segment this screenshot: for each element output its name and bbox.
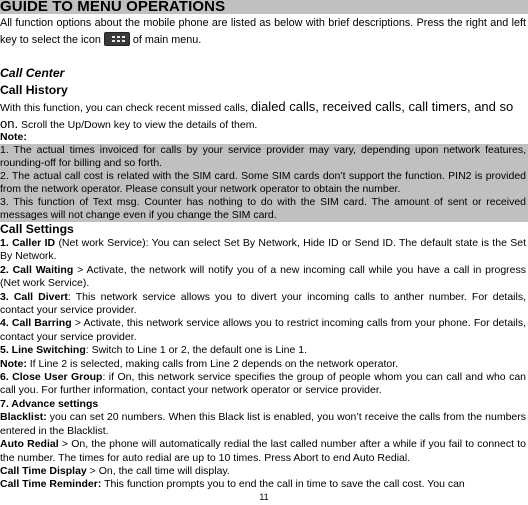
setting-text: > Activate, the network will notify you of a new incoming call while you have a call in progress (Net work Service). bbox=[0, 263, 526, 290]
page-number: 11 bbox=[259, 492, 269, 502]
note-box bbox=[0, 144, 528, 222]
setting-label: 4. Call Barring bbox=[0, 317, 72, 330]
page-title: GUIDE TO MENU OPERATIONS bbox=[0, 0, 528, 14]
setting-text: If Line 2 is selected, making calls from Line 2 depends on the network operator. bbox=[26, 357, 399, 370]
setting-label: 2. Call Waiting bbox=[0, 263, 74, 276]
setting-caller-id bbox=[0, 237, 526, 264]
note-item-3: 3. This function of Text msg. Counter has nothing to do with the SIM card. The amount of sent or received messages will not change even if you change the SIM card. bbox=[0, 196, 526, 221]
intro-text-after: of main menu. bbox=[129, 34, 202, 46]
setting-label: Call Time Reminder: bbox=[0, 478, 102, 491]
setting-text: : This network service allows you to divert your incoming calls to anther number. For details, contact your service provider. bbox=[0, 290, 526, 317]
note-item-2: 2. The actual call cost is related with the SIM card. Some SIM cards don’t support the function. PIN2 is provided from the network operator. Please consult your network operator to obtain the number. bbox=[0, 170, 526, 195]
call-history-text-small: With this function, you can check recent missed calls, bbox=[0, 102, 251, 114]
setting-text: > Activate, this network service allows you to restrict incoming calls from your phone. For details, contact your service provider. bbox=[0, 317, 526, 343]
setting-label: Blacklist: bbox=[0, 411, 47, 424]
setting-text: > On, the phone will automatically redial the last called number after a while if you fail to connect to the number. The times for auto redial are up to 10 times. Press Abort to end Auto Redial. bbox=[0, 438, 526, 464]
setting-blacklist bbox=[0, 411, 526, 438]
setting-text: : if On, this network service specifies the group of people whom you can call and who can call you. For further information, contact your network operator or service provider. bbox=[0, 371, 526, 397]
call-history-text bbox=[0, 99, 526, 133]
call-history-text-large: dialed calls, received calls, call timers, and so on. bbox=[0, 99, 514, 131]
setting-label: 7. Advance settings bbox=[0, 397, 99, 410]
intro-text-before: All function options about the mobile phone are listed as below with brief descriptions. Press the right and left key to select the icon bbox=[0, 17, 526, 46]
setting-call-waiting bbox=[0, 264, 526, 291]
setting-call-time-reminder bbox=[0, 478, 526, 491]
call-settings-heading: Call Settings bbox=[0, 222, 74, 236]
setting-text: (Net work Service): You can select Set By Network, Hide ID or Send ID. The default state is the Set By Network. bbox=[0, 237, 526, 263]
setting-label: 3. Call Divert bbox=[0, 290, 68, 303]
note-item-1: 1. The actual times invoiced for calls by your service provider may vary, depending upon network features, rounding-off for billing and so forth. bbox=[0, 144, 526, 169]
setting-label: Auto Redial bbox=[0, 438, 59, 451]
call-settings-list bbox=[0, 237, 526, 492]
setting-text: > On, the call time will display. bbox=[86, 464, 230, 477]
note-label: Note: bbox=[0, 131, 27, 143]
setting-label: Note: bbox=[0, 357, 27, 370]
setting-label: Call Time Display bbox=[0, 464, 87, 477]
setting-auto-redial bbox=[0, 438, 526, 465]
setting-call-divert bbox=[0, 291, 526, 318]
main-menu-grid-icon bbox=[104, 32, 130, 46]
setting-label: 5. Line Switching bbox=[0, 344, 86, 357]
call-history-text-end: Scroll the Up/Down key to view the details of them. bbox=[18, 119, 258, 131]
setting-text: This function prompts you to end the call in time to save the call cost. You can bbox=[101, 478, 465, 491]
setting-text: : Switch to Line 1 or 2, the default one is Line 1. bbox=[85, 344, 307, 357]
setting-label: 1. Caller ID bbox=[0, 237, 56, 249]
intro-paragraph bbox=[0, 15, 526, 49]
setting-call-barring bbox=[0, 317, 526, 344]
setting-label: 6. Close User Group bbox=[0, 371, 103, 384]
call-center-heading: Call Center bbox=[0, 66, 65, 80]
setting-close-user-group bbox=[0, 371, 526, 398]
setting-advance-settings bbox=[0, 398, 526, 411]
setting-line-note bbox=[0, 358, 526, 371]
setting-text: you can set 20 numbers. When this Black list is enabled, you won’t receive the calls from the numbers entered in the Blacklist. bbox=[0, 411, 526, 437]
setting-line-switching bbox=[0, 344, 526, 357]
call-history-heading: Call History bbox=[0, 83, 68, 97]
setting-call-time-display bbox=[0, 465, 526, 478]
